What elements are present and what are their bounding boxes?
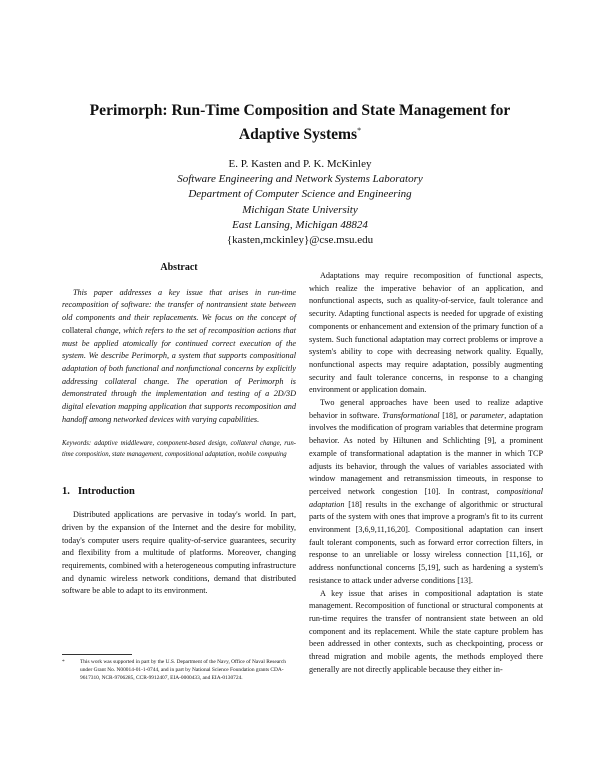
right-paragraph-1: Adaptations may require recomposition of functional aspects, which realize the imperative behavior of an application, and nonfunctional aspects, such as quality-of-service, fault tolerance and security. Adapting functional aspects is needed for upgrade of existing components or enhancement and extension of the primary function of a system. Such functional adaptation may correct problems or improve a system's ability to cope with decreasing network quality. Equally, nonfunctional aspects may require adaptation, possibly augmenting security and fault tolerance concerns, in response to a changing environment or application domain. <box>309 271 543 395</box>
left-column <box>62 262 296 598</box>
author-names: E. P. Kasten and P. K. McKinley <box>228 158 372 170</box>
title-footnote-mark: * <box>357 126 362 135</box>
right-column <box>309 270 543 677</box>
abstract-part1: This paper addresses a key issue that arises in run-time recomposition of software: the transfer of nontransient state between old components and their replacements. We focus on the concept of <box>62 287 296 323</box>
p2-d: [18] results in the exchange of algorithmic or structural parts of the system with ones that improve a program's fit to its current environment [3,6,9,11,16,20]. Compositional adaptation can insert fault tolerant components, such as forward error correction filters, in response to an unreliable or lossy wireless connection [11,16], or address nonfunctional concerns [5,19], such as hardening a system's resistance to attack under adverse conditions [13]. <box>309 499 543 585</box>
p2-b: [18], or <box>439 410 471 420</box>
affiliation-lab: Software Engineering and Network Systems Laboratory <box>177 173 423 186</box>
intro-paragraph: Distributed applications are pervasive in today's world. In part, driven by the expansion of the Internet and the desire for mobility, today's computer users require quality-of-service guarantees, security and flexibility from a multitude of platforms. Moreover, changing requirements, combined with a heterogeneous computing infrastructure and dynamic wireless network conditions, demand that distributed software be able to adapt to its environment. <box>62 510 296 596</box>
author-email: {kasten,mckinley}@cse.msu.edu <box>226 234 374 247</box>
title-text: Perimorph: Run-Time Composition and State Management for Adaptive Systems <box>89 102 511 143</box>
p2-term-transformational: Transformational <box>382 410 440 420</box>
p2-term-parameter: parameter <box>470 410 505 420</box>
right-paragraph-3: A key issue that arises in compositional adaptation is state management. Recomposition of functional or structural components at run-time requires the transfer of nontransient state between an old component and its replacement. While the state capture problem has been addressed in other contexts, such as checkpointing, process or thread migration and mobile agents, the methods employed there generally are not directly applicable because they either in- <box>309 588 543 674</box>
abstract-part2: change, which refers to the set of recomposition actions that must be applied atomically for continued correct execution of the system. We describe Perimorph, a system that supports compositional adaptation of both functional and nonfunctional concerns by explicitly addressing collateral change. The operation of Perimorph is demonstrated through the implementation and testing of a 2D/3D digital elevation mapping application that supports recomposition and handoff among networked devices with varying capabilities. <box>62 325 296 424</box>
affiliation-university: Michigan State University <box>242 203 358 216</box>
p2-c: , adaptation involves the modification of program variables that determine program behavior. As noted by Hiltunen and Schlichting [9], a prominent example of transformational adaptation is the manner in which TCP adjusts its behavior, through the values of variables associated with window management and retransmission timeouts, in response to perceived network congestion [10]. In contrast, <box>309 410 543 496</box>
affiliation-address: East Lansing, Michigan 48824 <box>232 218 368 231</box>
author-block <box>60 157 540 248</box>
right-paragraph-2 <box>309 397 543 588</box>
paper-title <box>70 101 530 145</box>
p2-term-compositional: compositional adaptation <box>309 486 543 509</box>
abstract-text <box>62 287 296 427</box>
abstract-term: collateral <box>62 325 93 335</box>
abstract-heading: Abstract <box>160 262 198 273</box>
keywords: Keywords: adaptive middleware, component-based design, collateral change, run-time composition, state management, compositional adaptation, mobile computing <box>62 440 296 459</box>
affiliation-dept: Department of Computer Science and Engineering <box>188 188 412 201</box>
footnote <box>62 659 296 683</box>
footnote-mark: * <box>62 659 65 665</box>
section-number: 1. <box>62 486 70 498</box>
section-heading-introduction <box>62 486 296 499</box>
section-title: Introduction <box>77 486 135 498</box>
p2-a: Two general approaches have been used to realize adaptive behavior in software. <box>309 398 543 420</box>
footnote-rule <box>62 654 132 655</box>
footnote-text: This work was supported in part by the U.S. Department of the Navy, Office of Naval Research under Grant No. N00014-01-1-0744, and in part by National Science Foundation grants CDA-9617310, NCR-9706285, CCR-9912407, EIA-0000433, and EIA-0130724. <box>80 659 286 681</box>
